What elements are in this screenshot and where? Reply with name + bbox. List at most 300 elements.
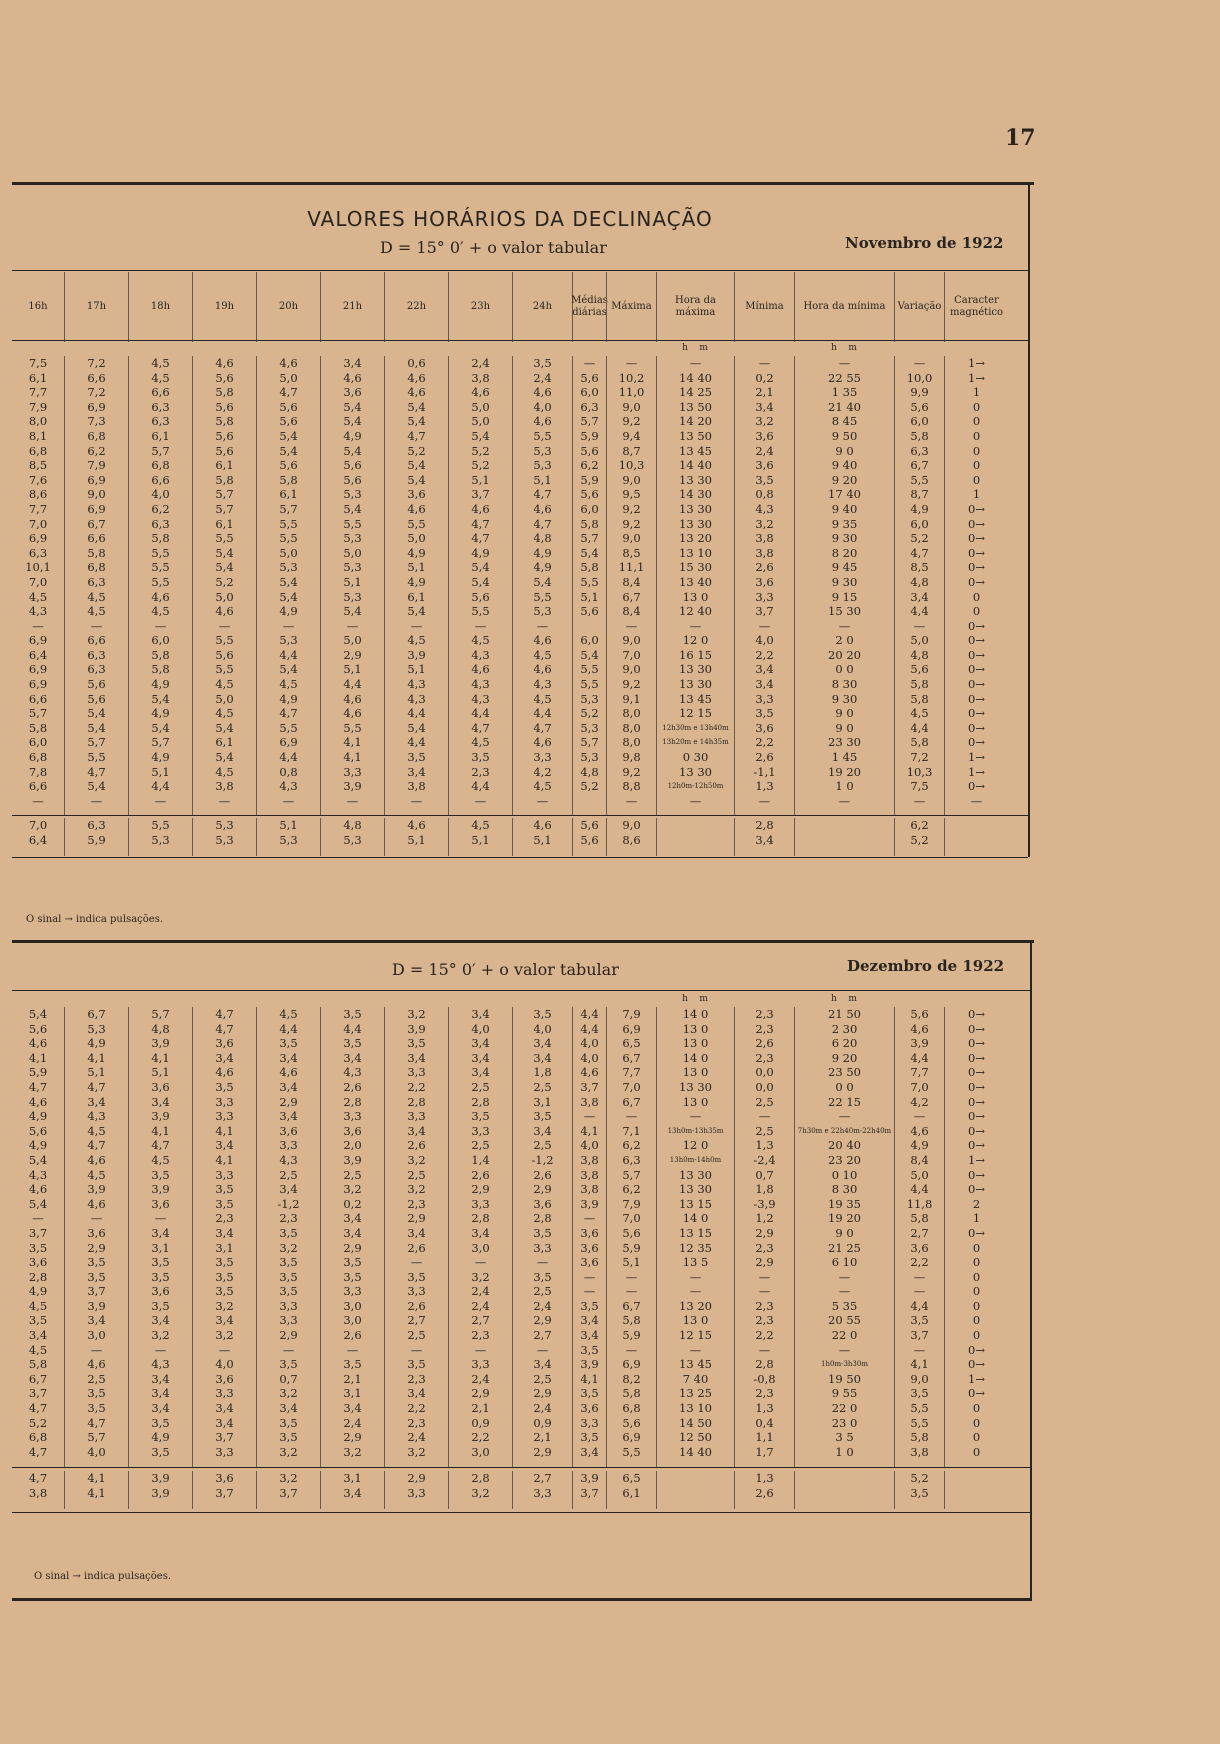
table-cell: 9 0 [835, 1225, 854, 1240]
table-column [128, 356, 192, 816]
table-cell: 3,4 [87, 1313, 106, 1328]
table-cell: 5,4 [343, 604, 362, 619]
table-cell: 4,6 [580, 1065, 599, 1080]
hm-label-row [12, 343, 1028, 357]
table-cell: 4,5 [215, 764, 234, 779]
summary-value: 3,9 [580, 1471, 599, 1485]
table-cell: 3,5 [407, 1269, 426, 1284]
table-cell: 1,7 [755, 1444, 774, 1459]
table-cell: 0,8 [755, 487, 774, 502]
table-cell: 3,5 [215, 1269, 234, 1284]
table-cell: 2,5 [755, 1094, 774, 1109]
table-cell: 2,1 [755, 385, 774, 400]
table-cell: 3,4 [279, 1182, 298, 1197]
table-cell: 4,7 [471, 531, 490, 546]
summary-value: 7,0 [28, 818, 48, 832]
table-cell: 13 30 [679, 501, 712, 516]
table-cell: 5,4 [279, 662, 298, 677]
summary-cell [64, 818, 128, 856]
table-cell: 4,6 [471, 501, 490, 516]
table-cell: 5,8 [151, 647, 170, 662]
december-summary [12, 1471, 1028, 1509]
table-cell: 1 [972, 385, 981, 400]
table-cell: — [346, 1342, 359, 1357]
table-cell: 7,0 [622, 647, 641, 662]
table-cell: 3,1 [215, 1240, 234, 1255]
table-cell: 2,2 [755, 647, 774, 662]
table-cell: 5,5 [151, 545, 170, 560]
table-cell: 2,8 [471, 1211, 490, 1226]
table-cell: 2,4 [471, 356, 490, 370]
table-cell: 5,7 [28, 706, 48, 721]
summary-value: 6,5 [622, 1471, 641, 1485]
table-cell: 3,5 [407, 1036, 426, 1051]
table-cell: 8,7 [622, 443, 641, 458]
table-cell: 5,4 [87, 706, 106, 721]
table-cell: 9,0 [622, 531, 641, 546]
table-cell: 1→ [968, 1371, 985, 1386]
summary-value [795, 818, 894, 833]
table-cell: 2,3 [279, 1211, 298, 1226]
table-cell: 6,7 [622, 1298, 641, 1313]
table-cell: 2,7 [407, 1313, 426, 1328]
table-cell: 6,3 [151, 399, 170, 414]
table-cell: 1→ [968, 356, 985, 370]
table-column [894, 356, 944, 816]
table-column [64, 356, 128, 816]
table-cell: 5,5 [533, 589, 552, 604]
table-cell: 2,9 [343, 1240, 362, 1255]
table-cell: 4,9 [407, 574, 426, 589]
summary-cell [512, 1471, 572, 1509]
table-cell: 14 50 [679, 1415, 712, 1430]
table-cell: 3,5 [343, 1255, 362, 1270]
table-cell: 5,8 [910, 428, 929, 443]
summary-cell [944, 1471, 1008, 1509]
table-cell: — [758, 618, 771, 633]
table-cell: 4,7 [407, 428, 426, 443]
table-cell: 2,9 [471, 1386, 490, 1401]
table-cell: 2,5 [407, 1328, 426, 1343]
table-cell: 9,5 [622, 487, 641, 502]
table-cell: 0→ [968, 618, 985, 633]
table-cell: 13 30 [679, 764, 712, 779]
table-cell: 6,8 [87, 560, 106, 575]
table-cell: 4,5 [151, 604, 170, 619]
table-cell: 3,8 [755, 545, 774, 560]
table-cell: 0→ [968, 691, 985, 706]
table-cell: 6,3 [87, 647, 106, 662]
table-cell: 3,2 [755, 516, 774, 531]
table-cell: 5,3 [343, 560, 362, 575]
table-column [192, 1007, 256, 1467]
table-cell: 21 50 [828, 1007, 861, 1021]
table-cell: 3,3 [215, 1094, 234, 1109]
table-column [734, 356, 794, 816]
table-cell: 2,6 [343, 1328, 362, 1343]
table-cell: 7,7 [28, 501, 48, 516]
table-cell: 2,9 [471, 1182, 490, 1197]
table-cell: 3,4 [533, 1123, 552, 1138]
table-cell: 2,9 [533, 1386, 552, 1401]
table-cell: 14 0 [682, 1007, 709, 1021]
table-cell: 4,5 [910, 706, 929, 721]
table-cell: 5,4 [279, 574, 298, 589]
summary-cell [128, 1471, 192, 1509]
table-cell: 3,4 [580, 1313, 599, 1328]
table-cell: 2,1 [471, 1401, 490, 1416]
table-cell: 14 30 [679, 487, 712, 502]
summary-cell [512, 818, 572, 856]
table-cell: 5,1 [580, 589, 599, 604]
table-cell: 0→ [968, 1050, 985, 1065]
table-cell: 5,0 [471, 399, 490, 414]
table-cell: 2,5 [533, 1138, 552, 1153]
table-cell: 4,6 [279, 1065, 298, 1080]
table-cell: 3,5 [279, 1269, 298, 1284]
table-cell: 4,6 [87, 1152, 106, 1167]
table-cell: 6,9 [622, 1430, 641, 1445]
table-cell: 0→ [968, 1386, 985, 1401]
table-column [572, 1007, 606, 1467]
table-column [256, 1007, 320, 1467]
table-cell: 5,6 [215, 647, 234, 662]
table-cell: — [625, 1269, 638, 1284]
table-cell: 4,4 [151, 779, 170, 794]
table-cell: 3,6 [279, 1123, 298, 1138]
table-cell: — [758, 1109, 771, 1124]
table-cell: 8 30 [831, 677, 858, 692]
table-cell: 8,0 [622, 720, 641, 735]
column-header: Variação [894, 272, 944, 342]
table-cell: 3,4 [343, 1211, 362, 1226]
summary-value: 4,8 [343, 818, 362, 832]
table-cell: 4,4 [580, 1007, 599, 1021]
table-cell: 7,0 [28, 574, 48, 589]
table-cell: 2 [972, 1196, 981, 1211]
table-cell: 2,3 [407, 1415, 426, 1430]
table-cell: 2,8 [755, 1357, 774, 1372]
table-cell: 5,4 [471, 560, 490, 575]
table-cell: 5,8 [28, 720, 48, 735]
table-cell: 13 15 [679, 1225, 712, 1240]
table-cell: 15 30 [679, 560, 712, 575]
table-cell: 5,1 [471, 472, 490, 487]
table-cell: 22 55 [828, 370, 861, 385]
table-cell: 13 45 [679, 443, 712, 458]
table-cell: 2,8 [407, 1094, 426, 1109]
table-cell: 2,3 [471, 764, 490, 779]
table-cell: 5,7 [580, 735, 599, 750]
summary-value: 5,6 [580, 818, 599, 832]
table-cell: 1,4 [471, 1152, 490, 1167]
table-cell: 13 10 [679, 545, 712, 560]
table-cell: 2,9 [533, 1444, 552, 1459]
table-cell: 4,7 [471, 720, 490, 735]
table-cell: 7,7 [622, 1065, 641, 1080]
table-cell: 6,3 [87, 662, 106, 677]
table-cell: 4,9 [279, 604, 298, 619]
table-cell: 9,0 [622, 633, 641, 648]
header-rule-dec [12, 990, 1030, 991]
table-cell: 9 45 [831, 560, 858, 575]
table-cell: 5,3 [343, 531, 362, 546]
table-column [606, 1007, 656, 1467]
table-cell: 6,9 [87, 399, 106, 414]
table-cell: 0→ [968, 1007, 985, 1021]
table-cell: 4,4 [279, 647, 298, 662]
table-cell: 12 15 [679, 1328, 712, 1343]
table-cell: 1,8 [755, 1182, 774, 1197]
table-cell: — [474, 1255, 487, 1270]
table-cell: 5,9 [622, 1328, 641, 1343]
table-cell: 3,9 [910, 1036, 929, 1051]
table-cell: 9,0 [622, 399, 641, 414]
table-cell: 4,1 [580, 1371, 599, 1386]
table-cell: 0,9 [471, 1415, 490, 1430]
table-cell: — [758, 793, 771, 808]
table-cell: 9,0 [622, 662, 641, 677]
table-cell: 8 45 [831, 414, 858, 429]
table-cell: 1,2 [755, 1211, 774, 1226]
table-cell: — [282, 1342, 295, 1357]
table-cell: 2,9 [533, 1182, 552, 1197]
summary-value: 3,2 [279, 1471, 298, 1485]
table-cell: 6,8 [28, 750, 48, 765]
table-cell: 8,4 [622, 574, 641, 589]
summary-value: 4,6 [533, 818, 552, 832]
table-cell: 0→ [968, 1021, 985, 1036]
table-cell: 3,5 [471, 750, 490, 765]
table-cell: — [838, 618, 851, 633]
table-cell: 3,6 [151, 1284, 170, 1299]
table-cell: 3,6 [407, 487, 426, 502]
table-cell: 2,9 [343, 1430, 362, 1445]
summary-value: 6,2 [910, 818, 929, 832]
table-cell: — [970, 793, 983, 808]
summary-value [945, 1486, 1008, 1501]
summary-value: 3,1 [343, 1471, 362, 1485]
header-top-rule [12, 270, 1028, 271]
table-cell: 7,2 [87, 385, 106, 400]
table-cell: 4,5 [151, 1152, 170, 1167]
table-cell: 2,4 [343, 1415, 362, 1430]
table-cell: 3,8 [215, 779, 234, 794]
column-header: 17h [64, 272, 128, 342]
summary-value: 2,7 [533, 1471, 552, 1485]
table-cell: 1→ [968, 370, 985, 385]
table-cell: 3,4 [580, 1444, 599, 1459]
table-column [656, 356, 734, 816]
table-cell: 5,4 [87, 779, 106, 794]
table-cell: — [583, 356, 596, 370]
table-cell: 13 30 [679, 472, 712, 487]
table-cell: 5,2 [471, 443, 490, 458]
table-cell: 4,5 [87, 589, 106, 604]
table-cell: — [689, 793, 702, 808]
summary-value: 5,3 [215, 818, 234, 832]
table-cell: 5,0 [215, 589, 234, 604]
summary-value: 5,1 [279, 818, 298, 832]
table-cell: 4,5 [87, 604, 106, 619]
table-cell: 3,5 [151, 1298, 170, 1313]
table-cell: 2,9 [87, 1240, 106, 1255]
table-cell: 12 0 [682, 1138, 709, 1153]
table-cell: 2,5 [407, 1167, 426, 1182]
table-cell: 6,7 [28, 1371, 48, 1386]
table-cell: 2,4 [471, 1371, 490, 1386]
table-cell: 3,6 [151, 1079, 170, 1094]
table-cell: 8,5 [910, 560, 929, 575]
table-cell: 7,8 [28, 764, 48, 779]
table-cell: 5,8 [622, 1313, 641, 1328]
table-cell: 2,5 [471, 1138, 490, 1153]
table-cell: 5,7 [151, 1007, 170, 1021]
table-column [794, 356, 894, 816]
table-cell: 5,6 [87, 677, 106, 692]
table-cell: 4,9 [151, 750, 170, 765]
table-cell: 5,9 [580, 472, 599, 487]
table-cell: 6,3 [28, 545, 48, 560]
table-cell: 3,0 [343, 1298, 362, 1313]
table-cell: 14 40 [679, 370, 712, 385]
table-cell: 3,4 [343, 356, 362, 370]
table-cell: — [758, 1342, 771, 1357]
table-cell: 2,5 [533, 1371, 552, 1386]
table-cell: 4,5 [533, 779, 552, 794]
table-cell: 5,9 [580, 428, 599, 443]
table-cell: 14 0 [682, 1050, 709, 1065]
table-cell: 4,6 [407, 370, 426, 385]
table-cell: 5,6 [471, 589, 490, 604]
table-cell: 4,3 [151, 1357, 170, 1372]
table-cell: 5,5 [910, 472, 929, 487]
summary-value: 5,3 [215, 833, 234, 847]
hm-label [572, 994, 606, 1008]
summary-value: 6,3 [87, 818, 106, 832]
table-cell: 5,4 [279, 443, 298, 458]
table-cell: 3,5 [87, 1255, 106, 1270]
table-cell: 2,6 [343, 1079, 362, 1094]
table-cell: 3,6 [755, 574, 774, 589]
summary-value: 5,9 [87, 833, 106, 847]
table-cell: 7,0 [622, 1079, 641, 1094]
table-cell: 0,6 [407, 356, 426, 370]
table-cell: 0→ [968, 516, 985, 531]
table-cell [573, 794, 606, 809]
table-cell: 2,5 [87, 1371, 106, 1386]
table-cell: 9 20 [831, 472, 858, 487]
table-cell: 5,4 [580, 647, 599, 662]
table-cell: 8,1 [28, 428, 48, 443]
table-cell: 4,5 [215, 706, 234, 721]
table-cell: 13 30 [679, 1079, 712, 1094]
table-cell: 6,1 [151, 428, 170, 443]
table-cell: 15 30 [828, 604, 861, 619]
table-cell: 0→ [968, 1065, 985, 1080]
table-cell: 0,9 [533, 1415, 552, 1430]
hm-label [734, 994, 794, 1008]
november-table [12, 356, 1028, 816]
table-cell: 4,7 [87, 1079, 106, 1094]
table-cell: 6,6 [28, 779, 48, 794]
table-cell: 6,9 [28, 662, 48, 677]
table-cell: 0,0 [755, 1079, 774, 1094]
table-cell: 5,8 [622, 1386, 641, 1401]
table-cell: — [583, 1211, 596, 1226]
table-cell: 6,8 [151, 458, 170, 473]
table-cell: 4,3 [407, 677, 426, 692]
summary-value: 2,9 [407, 1471, 426, 1485]
hm-label [448, 343, 512, 357]
table-cell: 4,4 [279, 750, 298, 765]
table-cell: — [913, 1342, 926, 1357]
table-cell: 0→ [968, 1342, 985, 1357]
table-cell: 4,6 [533, 735, 552, 750]
table-cell: 6,0 [151, 633, 170, 648]
table-cell: 13 20 [679, 531, 712, 546]
table-cell: 3,3 [471, 1123, 490, 1138]
table-cell: 5,3 [533, 604, 552, 619]
table-cell: 6,6 [87, 531, 106, 546]
table-cell: 2,0 [343, 1138, 362, 1153]
table-cell: 0→ [968, 1036, 985, 1051]
table-cell: 3,5 [279, 1225, 298, 1240]
table-cell: 6,8 [28, 443, 48, 458]
table-cell: 6,2 [87, 443, 106, 458]
table-cell: 4,0 [533, 1021, 552, 1036]
table-cell: 9,2 [622, 501, 641, 516]
table-cell: 6,1 [279, 487, 298, 502]
table-cell: 3,4 [28, 1328, 48, 1343]
table-cell: 3,7 [580, 1079, 599, 1094]
table-cell: 0→ [968, 501, 985, 516]
table-cell: 3,5 [580, 1386, 599, 1401]
column-header: Médias diárias [572, 272, 606, 342]
table-cell: 3,5 [87, 1401, 106, 1416]
table-cell: 9 15 [831, 589, 858, 604]
table-cell: 3,4 [215, 1225, 234, 1240]
table-cell: — [838, 1269, 851, 1284]
table-cell: 5,8 [28, 1357, 48, 1372]
table-cell: 3,9 [87, 1298, 106, 1313]
table-cell: — [474, 618, 487, 633]
table-cell: 12 40 [679, 604, 712, 619]
table-cell: 2,6 [407, 1298, 426, 1313]
table-cell: 9,4 [622, 428, 641, 443]
table-cell: 5,8 [215, 414, 234, 429]
table-cell: 6,8 [87, 428, 106, 443]
table-cell: 4,5 [28, 1342, 48, 1357]
summary-cell [572, 818, 606, 856]
table-column [794, 1007, 894, 1467]
table-cell: 5,1 [407, 560, 426, 575]
column-header: 16h [28, 301, 48, 312]
table-cell: 3,4 [533, 1357, 552, 1372]
table-cell: — [583, 1109, 596, 1124]
table-cell: 4,9 [910, 501, 929, 516]
summary-cell [320, 1471, 384, 1509]
summary-cell [794, 818, 894, 856]
table-cell: 2,8 [533, 1211, 552, 1226]
table-cell: 4,3 [471, 647, 490, 662]
table-column [320, 1007, 384, 1467]
table-cell: 9 30 [831, 574, 858, 589]
table-cell: 3,3 [215, 1167, 234, 1182]
table-cell: 6,9 [622, 1021, 641, 1036]
table-cell: 2,2 [407, 1401, 426, 1416]
table-cell: 2,4 [533, 370, 552, 385]
